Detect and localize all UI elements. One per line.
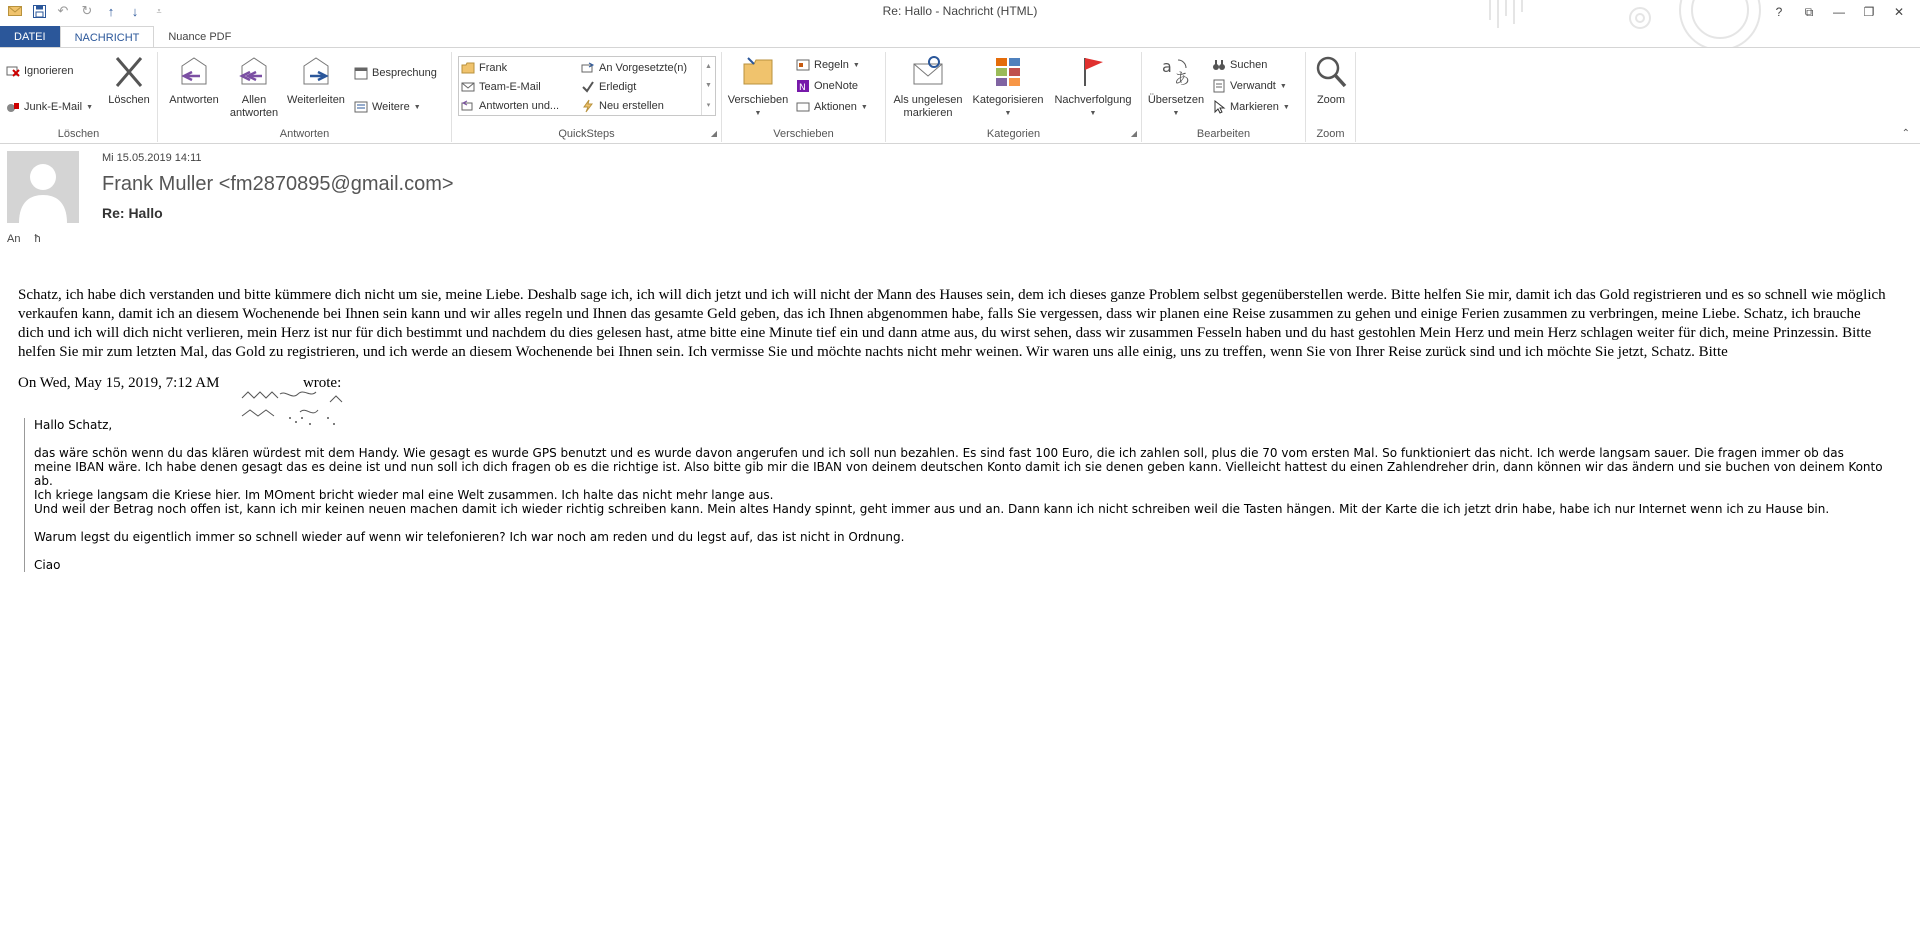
categorize-button[interactable] xyxy=(966,54,1050,120)
related-icon xyxy=(1212,79,1226,93)
minimize-button[interactable]: — xyxy=(1833,5,1845,19)
followup-label: Nachverfolgung xyxy=(1054,94,1132,106)
chevron-down-icon: ▼ xyxy=(754,110,762,117)
mark-unread-button[interactable] xyxy=(888,54,968,120)
magnifier-icon xyxy=(1313,54,1349,90)
rules-icon xyxy=(796,58,810,72)
more-responses-button[interactable] xyxy=(354,98,421,116)
message-subject: Re: Hallo xyxy=(102,205,163,221)
reply-delete-icon xyxy=(461,99,475,113)
move-button[interactable] xyxy=(726,54,790,120)
quoted-message xyxy=(24,418,1884,572)
svg-text:N: N xyxy=(799,83,806,93)
sender-name[interactable]: Frank Muller <fm2870895@gmail.com> xyxy=(102,173,454,195)
tab-nachricht[interactable]: NACHRICHT xyxy=(60,26,155,48)
chevron-down-icon: ▼ xyxy=(1282,103,1290,111)
quoted-paragraph: Und weil der Betrag noch offen ist, kann ich mir keinen neuen machen damit ich wieder richtig schreiben kann. Mein altes Handy spinnt, geht immer aus und an. Dann kann ich nicht schreiben weil die Tasten hängen. Mit der Karte die ich jetzt drin habe, habe ich nur Internet wenn ich zu Hause bin. xyxy=(34,502,1830,516)
group-loeschen xyxy=(0,52,158,142)
group-kategorien xyxy=(886,52,1142,142)
chevron-down-icon: ▼ xyxy=(86,103,94,111)
group-quicksteps xyxy=(452,52,722,142)
delete-x-icon xyxy=(111,54,147,90)
envelope-icon[interactable] xyxy=(6,2,24,20)
quoted-paragraph: Warum legst du eigentlich immer so schnell wieder auf wenn wir telefonieren? Ich war noch am reden und du legst auf, das ist nicht in Ordnung. xyxy=(34,530,905,544)
arrow-up-icon[interactable]: ↑ xyxy=(107,3,115,19)
meeting-button[interactable] xyxy=(354,64,437,82)
group-label-quicksteps: QuickSteps xyxy=(558,128,615,140)
junk-label: Junk-E-Mail xyxy=(24,101,83,113)
group-label-verschieben: Verschieben xyxy=(773,128,834,140)
calendar-icon xyxy=(354,66,368,80)
quickstep-done-label: Erledigt xyxy=(599,81,637,93)
ignore-button[interactable] xyxy=(6,62,74,80)
categorize-icon xyxy=(990,54,1026,90)
actions-icon xyxy=(796,100,810,114)
quicksteps-gallery xyxy=(458,56,716,116)
quickstep-manager-label: An Vorgesetzte(n) xyxy=(599,62,688,74)
ignore-label: Ignorieren xyxy=(24,65,74,77)
move-folder-icon xyxy=(740,54,776,90)
chevron-down-icon: ▼ xyxy=(413,103,421,111)
window-controls xyxy=(1764,0,1914,24)
ribbon xyxy=(0,47,1920,144)
save-icon[interactable] xyxy=(30,2,48,20)
svg-text:あ: あ xyxy=(1174,69,1191,88)
dialog-launcher-icon[interactable]: ◢ xyxy=(710,129,717,138)
select-button[interactable] xyxy=(1212,98,1290,116)
recipients xyxy=(7,233,41,245)
group-label-bearbeiten: Bearbeiten xyxy=(1196,128,1251,140)
chevron-down-icon: ▼ xyxy=(1089,110,1097,117)
more-icon xyxy=(354,100,368,114)
quickstep-done[interactable] xyxy=(581,78,636,96)
select-label: Markieren xyxy=(1230,101,1279,113)
close-button[interactable]: ✕ xyxy=(1893,5,1905,19)
delete-button[interactable] xyxy=(104,54,154,107)
chevron-up-icon[interactable]: ▲ xyxy=(705,63,712,70)
group-label-loeschen: Löschen xyxy=(57,128,100,140)
find-button[interactable] xyxy=(1212,56,1267,74)
reply-text: Schatz, ich habe dich verstanden und bitte kümmere dich nicht um sie, meine Liebe. Deshalb sage ich, ich will dich jetzt und ich will nicht der Mann des Hauses sein, dem ich dieses ganze Problem selbst gegenüberstellen werde. Bitte helfen Sie mir, damit ich das Gold registrieren und es so schnell wie möglich verkaufen kann, damit ich an diesem Wochenende bei Ihnen sein kann und wir alles regeln und Ihnen das gesamte Geld geben, das ich Ihnen abgenommen habe, falls Sie vergessen, dass wir planen eine Reise zusammen zu gehen und einige Ferien zusammen zu verbringen, meine Liebe. Schatz, ich brauche dich und ich will dich nicht verlieren, mein Herz ist nur für dich bestimmt und nachdem du dies gelesen hast, atme bitte eine Minute tief ein und dann atme aus, du wirst sehen, dass wir zusammen Fesseln haben und du hast gestohlen Mein Herz und mein Herz schlagen weiter für dich, meine Prinzessin. Bitte helfen Sie mir zum letzten Mal, das Gold zu registrieren, und ich werde an diesem Wochenende bei Ihnen sein. Ich vermisse Sie und möchte nachts nicht mehr weinen. Wir waren uns alle einig, uns zu treffen, wenn Sie von Ihrer Reise zurück sind und ich möchte Sie jetzt, Schatz. Bitte xyxy=(18,287,1886,360)
group-label-zoom: Zoom xyxy=(1316,128,1345,140)
chevron-down-icon: ▼ xyxy=(1172,110,1180,117)
help-button[interactable]: ? xyxy=(1775,5,1783,19)
group-label-kategorien: Kategorien xyxy=(986,128,1041,140)
ignore-icon xyxy=(6,64,20,78)
expand-gallery-icon[interactable]: ▾ xyxy=(706,102,711,109)
related-button[interactable] xyxy=(1212,77,1287,95)
junk-icon xyxy=(6,100,20,114)
quicksteps-scrollbar[interactable] xyxy=(701,57,715,115)
quickstep-team-email[interactable] xyxy=(461,78,541,96)
actions-label: Aktionen xyxy=(814,101,857,113)
translate-icon xyxy=(1158,54,1194,90)
move-label: Verschieben xyxy=(727,94,789,106)
message-header xyxy=(0,145,1920,255)
attribution-prefix: On Wed, May 15, 2019, 7:12 AM xyxy=(18,375,220,391)
quickstep-new[interactable] xyxy=(581,97,664,115)
ribbon-display-options-icon[interactable]: ⧉ xyxy=(1804,4,1814,19)
team-email-icon xyxy=(461,80,475,94)
junk-email-button[interactable] xyxy=(6,98,93,116)
to-label: An xyxy=(7,233,21,245)
quoted-paragraph: Ich kriege langsam die Kriese hier. Im MOment bricht wieder mal eine Welt zusammen. Ich halte das nicht mehr lange aus. xyxy=(34,488,774,502)
dialog-launcher-icon[interactable]: ◢ xyxy=(1130,129,1137,138)
categorize-label: Kategorisieren xyxy=(972,94,1044,106)
rules-label: Regeln xyxy=(814,59,849,71)
chevron-down-icon: ▼ xyxy=(1279,82,1287,90)
translate-label: Übersetzen xyxy=(1147,94,1205,106)
title-bar xyxy=(0,0,1920,24)
reply-all-button[interactable] xyxy=(224,54,284,120)
chevron-down-icon: ▼ xyxy=(1004,110,1012,117)
group-label-antworten: Antworten xyxy=(279,128,330,140)
folder-icon xyxy=(461,61,475,75)
delete-label: Löschen xyxy=(108,94,150,106)
rules-button[interactable] xyxy=(796,56,860,74)
quickstep-manager[interactable] xyxy=(581,59,687,77)
group-zoom xyxy=(1306,52,1356,142)
forward-label: Weiterleiten xyxy=(287,94,345,106)
reply-all-label-1: Allen xyxy=(241,94,267,106)
quickstep-reply-delete-label: Antworten und... xyxy=(479,100,560,112)
mark-unread-label-1: Als ungelesen xyxy=(893,94,963,106)
undo-icon[interactable]: ↶ xyxy=(57,3,69,18)
actions-button[interactable] xyxy=(796,98,868,116)
window-title: Re: Hallo - Nachricht (HTML) xyxy=(882,4,1038,18)
forward-button[interactable] xyxy=(282,54,350,107)
lightning-icon xyxy=(581,99,595,113)
message-date: Mi 15.05.2019 14:11 xyxy=(102,152,202,164)
quoted-closing: Ciao xyxy=(34,558,61,572)
followup-button[interactable] xyxy=(1048,54,1138,120)
onenote-label: OneNote xyxy=(814,80,859,92)
zoom-button[interactable] xyxy=(1310,54,1352,107)
quoted-paragraph: das wäre schön wenn du das klären würdest mit dem Handy. Wie gesagt es wurde GPS benutzt und es wurde davon angerufen und ich soll nun bezahlen. Es sind fast 100 Euro, die ich zahlen soll, plus die 70 vom ersten Mal. So funktioniert das nicht. Ich werde langsam sauer. Die fragen immer ob das meine IBAN wäre. Ich habe denen gesagt das es deine ist und nun soll ich dich fragen ob es die richtige ist. Also bitte gib mir die IBAN von deinem deutschen Konto damit ich sie denen geben kann. Vielleicht hattest du einen Zahlendreher drin, dann können wir das ändern und sie buchen von deinem Konto ab. xyxy=(34,446,1883,488)
redo-icon[interactable]: ↻ xyxy=(81,3,93,18)
quoted-greeting: Hallo Schatz, xyxy=(34,418,113,432)
attribution-suffix: wrote: xyxy=(302,375,342,391)
meeting-label: Besprechung xyxy=(372,67,437,79)
forward-manager-icon xyxy=(581,61,595,75)
reply-all-label-2: antworten xyxy=(229,107,279,119)
avatar[interactable] xyxy=(7,151,79,223)
restore-button[interactable]: ❐ xyxy=(1863,5,1875,19)
collapse-ribbon-icon[interactable]: ⌃ xyxy=(1901,128,1910,139)
binoculars-icon xyxy=(1212,58,1226,72)
quickstep-frank[interactable] xyxy=(461,59,507,77)
reply-all-icon xyxy=(236,54,272,90)
mark-unread-label-2: markieren xyxy=(903,107,953,119)
find-label: Suchen xyxy=(1230,59,1268,71)
onenote-button[interactable] xyxy=(796,77,858,95)
chevron-down-icon: ▼ xyxy=(860,103,868,111)
unread-envelope-icon xyxy=(910,54,946,90)
arrow-down-icon[interactable]: ↓ xyxy=(131,3,139,19)
quickstep-team-email-label: Team-E-Mail xyxy=(479,81,541,93)
to-recipient[interactable]: ћ xyxy=(34,233,41,245)
quickstep-new-label: Neu erstellen xyxy=(599,100,664,112)
chevron-down-icon: ▼ xyxy=(852,61,860,69)
customize-qat-icon[interactable]: ⩡ xyxy=(156,5,162,16)
flag-icon xyxy=(1075,54,1111,90)
forward-icon xyxy=(298,54,334,90)
reply-icon xyxy=(176,54,212,90)
quickstep-reply-delete[interactable] xyxy=(461,97,559,115)
ribbon-tabs xyxy=(0,26,245,48)
checkmark-icon xyxy=(581,80,595,94)
quick-access-toolbar xyxy=(6,2,168,20)
onenote-icon xyxy=(796,79,810,93)
zoom-label: Zoom xyxy=(1316,94,1346,106)
tab-datei[interactable]: DATEI xyxy=(0,26,60,48)
chevron-down-icon[interactable]: ▼ xyxy=(705,82,712,89)
related-label: Verwandt xyxy=(1230,80,1276,92)
group-antworten xyxy=(158,52,452,142)
tab-nuance-pdf[interactable]: Nuance PDF xyxy=(168,31,232,43)
translate-button[interactable] xyxy=(1144,54,1208,120)
reply-label: Antworten xyxy=(169,94,219,106)
reply-button[interactable] xyxy=(162,54,226,107)
message-body xyxy=(18,286,1888,393)
group-bearbeiten xyxy=(1142,52,1306,142)
quickstep-frank-label: Frank xyxy=(479,62,508,74)
more-label: Weitere xyxy=(372,101,410,113)
cursor-icon xyxy=(1212,100,1226,114)
svg-text:a: a xyxy=(1162,57,1172,76)
group-verschieben xyxy=(722,52,886,142)
